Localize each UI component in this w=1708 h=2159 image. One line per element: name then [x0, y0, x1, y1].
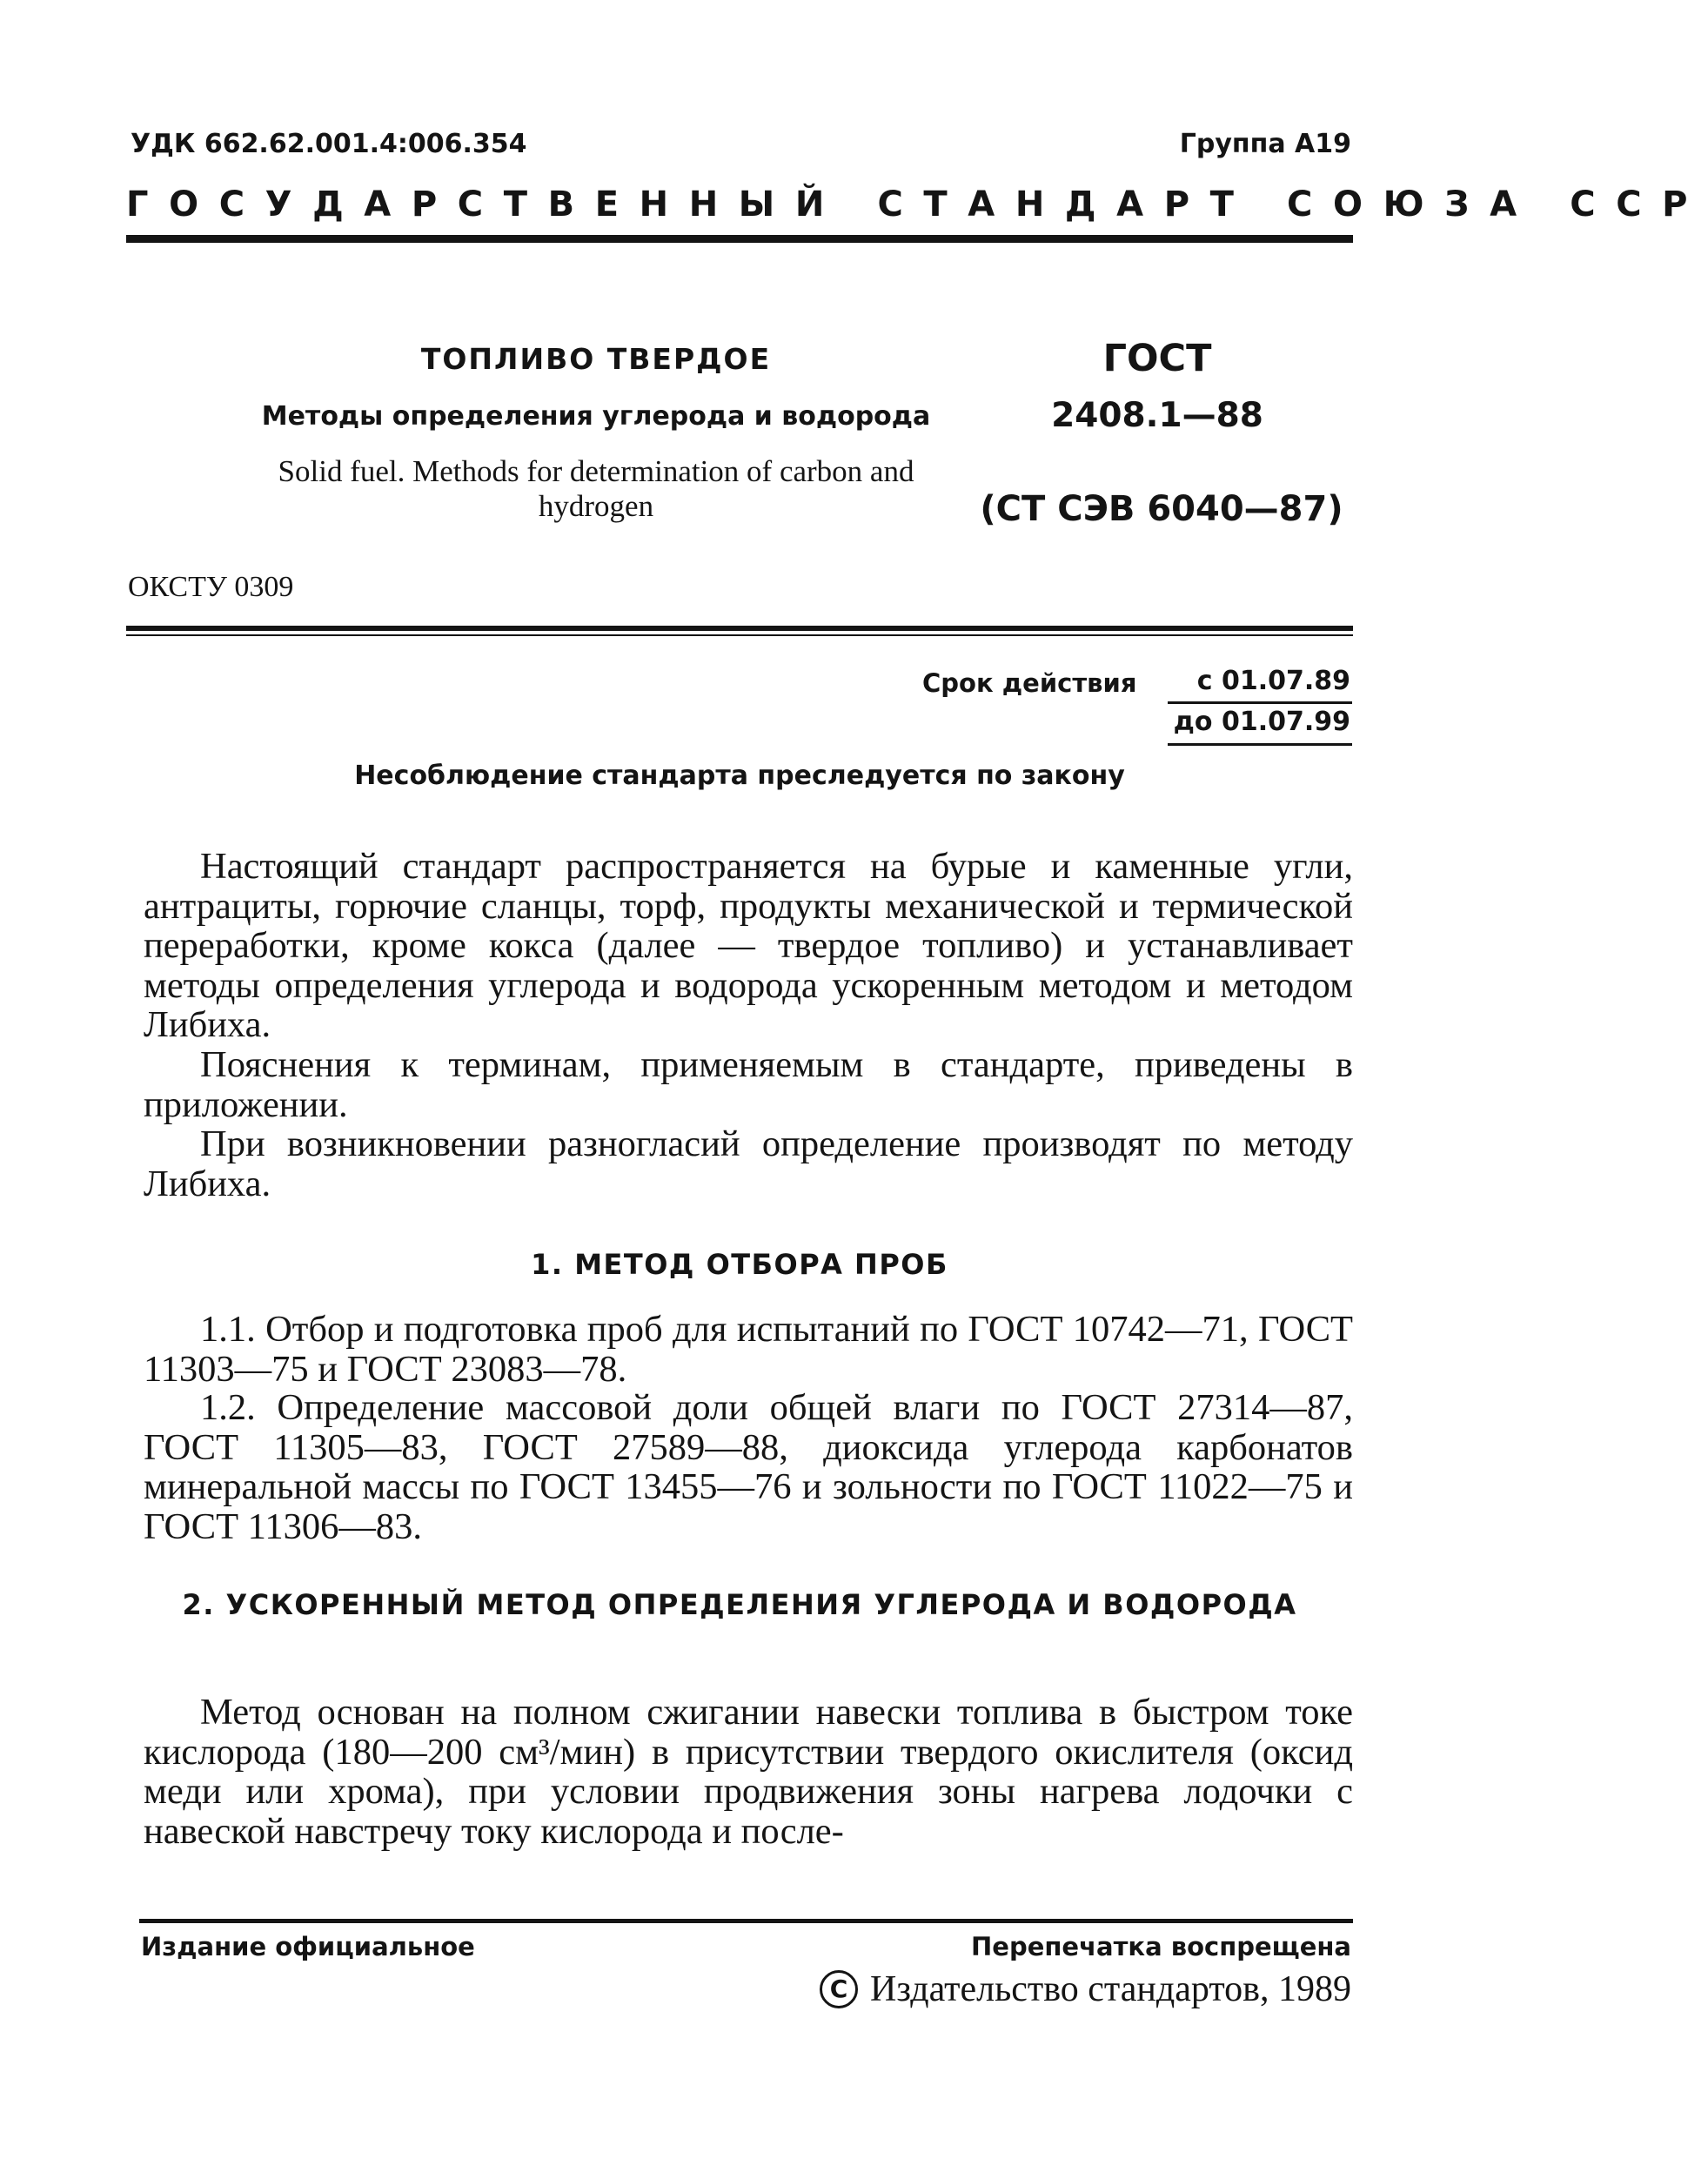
udk-code: УДК 662.62.001.4:006.354: [131, 129, 527, 159]
section-2-paragraph: Метод основан на полном сжигании навески топлива в быстром токе кислорода (180—200 см³/мин) в присутствии твердого окислителя (оксид меди или хрома), при условии продвижения зоны нагрева лодочки с навеской навстречу току кислорода и после-: [144, 1692, 1353, 1852]
state-standard-title: ГОСУДАРСТВЕННЫЙ СТАНДАРТ СОЮЗА ССР: [126, 184, 1708, 225]
section-1-heading: 1. МЕТОД ОТБОРА ПРОБ: [531, 1248, 948, 1281]
section-1-item-1: 1.1. Отбор и подготовка проб для испытаний по ГОСТ 10742—71, ГОСТ 11303—75 и ГОСТ 23083—78.: [144, 1309, 1353, 1390]
gost-label: ГОСТ: [1102, 337, 1212, 380]
title-block-thin-rule: [126, 634, 1353, 636]
intro-paragraph-scope: Настоящий стандарт распространяется на бурые и каменные угли, антрациты, горючие сланцы, торф, продукты механической и термической переработки, кроме кокса (далее — твердое топливо) и устанавливает методы определения углерода и водорода ускоренным методом и методом Либиха.: [144, 846, 1353, 1045]
section-2-heading: 2. УСКОРЕННЫЙ МЕТОД ОПРЕДЕЛЕНИЯ УГЛЕРОДА И ВОДОРОДА: [182, 1588, 1297, 1621]
publisher-name: Издательство стандартов, 1989: [870, 1969, 1351, 2009]
title-block-thick-rule: [126, 626, 1353, 631]
valid-from-underline: [1168, 701, 1352, 704]
group-code: Группа А19: [1179, 129, 1351, 159]
validity-label: Срок действия: [922, 668, 1137, 698]
footer-rule: [139, 1919, 1353, 1923]
document-title: ТОПЛИВО ТВЕРДОЕ: [420, 342, 772, 376]
legal-warning: Несоблюдение стандарта преследуется по закону: [354, 761, 1125, 791]
valid-from-date: с 01.07.89: [1196, 666, 1350, 696]
document-subtitle-en: Solid fuel. Methods for determination of carbon and hydrogen: [278, 454, 914, 523]
copyright-icon: C: [820, 1970, 858, 2008]
reprint-prohibited-label: Перепечатка воспрещена: [971, 1932, 1351, 1961]
official-edition-label: Издание официальное: [141, 1932, 475, 1961]
intro-paragraph-terms: Пояснения к терминам, применяемым в стандарте, приведены в приложении.: [144, 1044, 1353, 1125]
copyright-line: [820, 1968, 1351, 2010]
intro-paragraph-disputes: При возникновении разногласий определение производят по методу Либиха.: [144, 1123, 1353, 1204]
st-sev-number: (СТ СЭВ 6040—87): [980, 489, 1343, 529]
valid-to-date: до 01.07.99: [1173, 707, 1350, 737]
valid-to-underline: [1168, 743, 1352, 746]
gost-number: 2408.1—88: [1051, 396, 1263, 435]
document-subtitle-ru: Методы определения углерода и водорода: [261, 401, 931, 432]
section-1-item-2: 1.2. Определение массовой доли общей влаги по ГОСТ 27314—87, ГОСТ 11305—83, ГОСТ 27589—88, диоксида углерода карбонатов минеральной массы по ГОСТ 13455—76 и зольности по ГОСТ 11022—75 и ГОСТ 11306—83.: [144, 1387, 1353, 1547]
header-thick-rule: [126, 235, 1353, 243]
oksty-code: ОКСТУ 0309: [128, 571, 294, 603]
